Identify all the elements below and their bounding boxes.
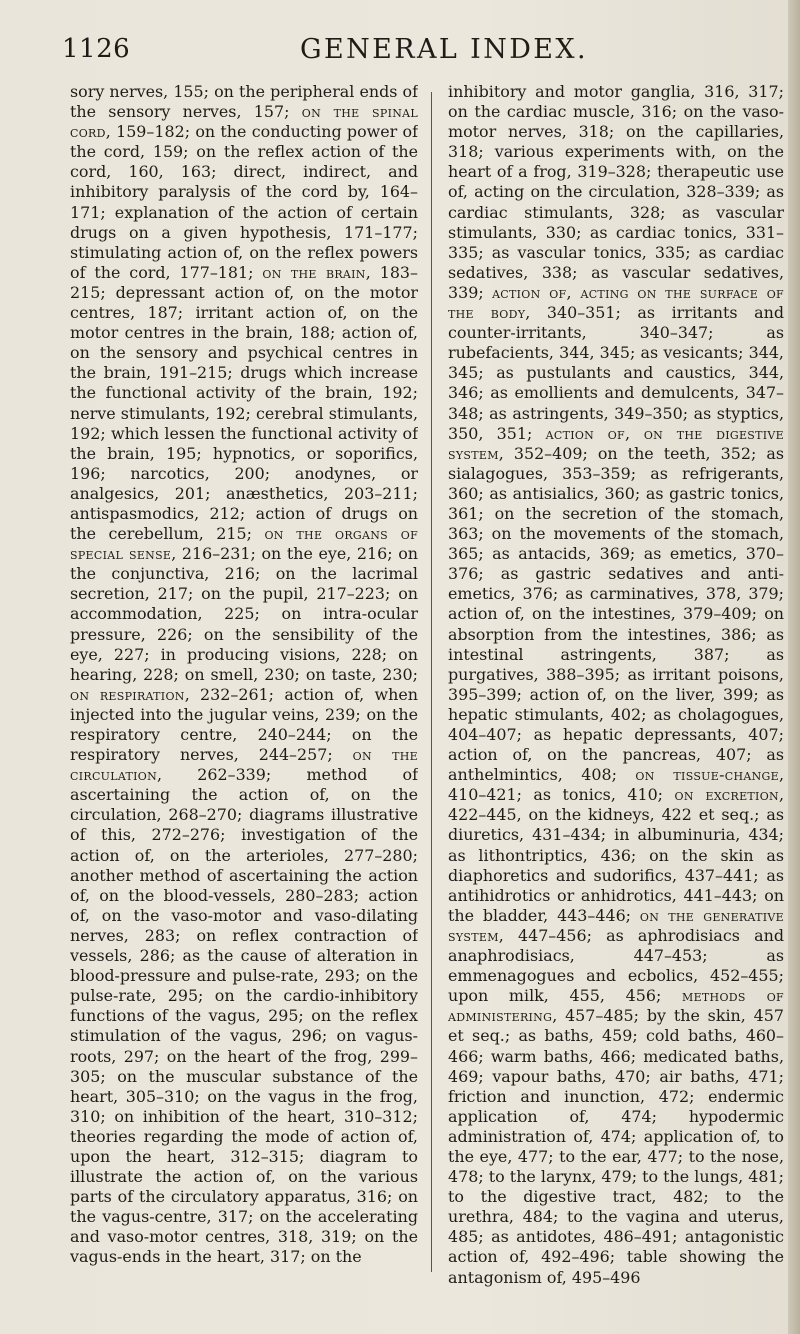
index-segment: , 340–351; as irritants and counter-irritants, 340–347; as rubefacients, 344, 345; as vesicants; 344, 345; as pustulants and caustics, 344, 346; as emollients and demulcents, 347–348; as astringents, 349–350; as styptics, 350, 351; (448, 303, 784, 443)
index-segment: , 410–421; as tonics, 410; (448, 765, 784, 805)
index-heading: action of, acting on the surface of the body (448, 282, 784, 323)
index-heading: on excretion (674, 785, 779, 805)
index-heading: on respiration (70, 684, 185, 704)
index-heading: on the circulation (70, 745, 418, 785)
index-segment: , 447–456; as aphrodisiacs and anaphrodisiacs, 447–453; as emmenagogues and ecbolics, 452–455; upon milk, 455, 456; (448, 925, 784, 1006)
index-segment: inhibitory and motor ganglia, 316, 317; on the cardiac muscle, 316; on the vaso-motor nerves, 318; on the capillaries, 318; various experiments with, on the heart of a frog, 319–328; therapeutic use of, acting on the circulation, 328–339; as cardiac stimulants, 328; as vascular stimulants, 330; as cardiac tonics, 331–335; as vascular tonics, 335; as cardiac sedatives, 338; as vascular sedatives, 339; (448, 82, 784, 302)
running-title: GENERAL INDEX. (300, 34, 589, 65)
index-segment: , 159–182; on the conducting power of the cord, 159; on the reflex action of the cord, 160, 163; direct, indirect, and inhibitory paralysis of the cord by, 164–171; explanation of the action of certain drugs on a given hypothesis, 171–177; stimulating action of, on the reflex powers of the cord, 177–181; (70, 122, 418, 282)
index-segment: , 457–485; by the skin, 457 et seq.; as baths, 459; cold baths, 460–466; warm baths, 466; medicated baths, 469; vapour baths, 470; air baths, 471; friction and inunction, 472; endermic application of, 474; hypodermic administration of, 474; application of, to the eye, 477; to the ear, 477; to the nose, 478; to the larynx, 479; to the lungs, 481; to the digestive tract, 482; to the urethra, 484; to the vagina and uterus, 485; as antidotes, 486–491; antagonistic action of, 492–496; table showing the antagonism of, 495–496 (448, 1006, 784, 1287)
index-heading: on the brain (262, 262, 366, 282)
index-column-left (70, 82, 418, 1302)
index-segment: , 216–231; on the eye, 216; on the conjunctiva, 216; on the lacrimal secretion, 217; on the pupil, 217–223; on accommodation, 225; on intra-ocular pressure, 226; on the sensibility of the eye, 227; in producing visions, 228; on hearing, 228; on smell, 230; on taste, 230; (70, 544, 418, 684)
index-segment: , 232–261; action of, when injected into the jugular veins, 239; on the respiratory centre, 240–244; on the respiratory nerves, 244–257; (70, 684, 418, 765)
index-segment: , 352–409; on the teeth, 352; as sialagogues, 353–359; as refrigerants, 360; as antisialics, 360; as gastric tonics, 361; on the secretion of the stomach, 363; on the movements of the stomach, 365; as antacids, 369; as emetics, 370–376; as gastric sedatives and anti-emetics, 376; as carminatives, 378, 379; action of, on the intestines, 379–409; on absorption from the intestines, 386; as intestinal astringents, 387; as purgatives, 388–395; as irritant poisons, 395–399; action of, on the liver, 399; as hepatic stimulants, 402; as cholagogues, 404–407; as hepatic depressants, 407; action of, on the pancreas, 407; as anthelmintics, 408; (448, 443, 784, 785)
index-segment: , 422–445, on the kidneys, 422 et seq.; as diuretics, 431–434; in albuminuria, 434; as lithontriptics, 436; on the skin as diaphoretics and sudorifics, 437–441; as antihidrotics or anhidrotics, 441–443; on the bladder, 443–446; (448, 785, 784, 925)
page-header (0, 26, 800, 76)
index-column-right (448, 82, 784, 1302)
page-number: 1126 (62, 34, 131, 64)
index-heading: on the spinal cord (70, 102, 418, 142)
index-segment: , 262–339; method of ascertaining the action of, on the circulation, 268–270; diagrams illustrative of this, 272–276; investigation of the action of, on the arterioles, 277–280; another method of ascertaining the action of, on the blood-vessels, 280–283; action of, on the vaso-motor and vaso-dilating nerves, 283; on reflex contraction of vessels, 286; as the cause of alteration in blood-pressure and pulse-rate, 293; on the pulse-rate, 295; on the cardio-inhibitory functions of the vagus, 295; on the reflex stimulation of the vagus, 296; on vagus-roots, 297; on the heart of the frog, 299–305; on the muscular substance of the heart, 305–310; on the vagus in the frog, 310; on inhibition of the heart, 310–312; theories regarding the mode of action of, upon the heart, 312–315; diagram to illustrate the action of, on the various parts of the circulatory apparatus, 316; on the vagus-centre, 317; on the accelerating and vaso-motor centres, 318, 319; on the vagus-ends in the heart, 317; on the (70, 765, 418, 1267)
index-heading: on tissue-change (635, 765, 779, 785)
index-segment: sory nerves, 155; on the peripheral ends of the sensory nerves, 157; (70, 82, 418, 122)
index-heading: on the organs of special sense (70, 524, 418, 564)
index-segment: , 183–215; depressant action of, on the motor centres, 187; irritant action of, on the motor centres in the brain, 188; action of, on the sensory and psychical centres in the brain, 191–215; drugs which increase the functional activity of the brain, 192; nerve stimulants, 192; cerebral stimulants, 192; which lessen the functional activity of the brain, 195; hypnotics, or soporifics, 196; narcotics, 200; anodynes, or analgesics, 201; anæsthetics, 203–211; antispasmodics, 212; action of drugs on the cerebellum, 215; (70, 262, 418, 544)
index-heading: methods of administering (448, 986, 784, 1026)
column-divider (431, 92, 432, 1272)
index-heading: action of, on the digestive system (448, 423, 784, 463)
index-heading: on the generative system (448, 905, 784, 945)
page-edge (788, 0, 800, 1334)
